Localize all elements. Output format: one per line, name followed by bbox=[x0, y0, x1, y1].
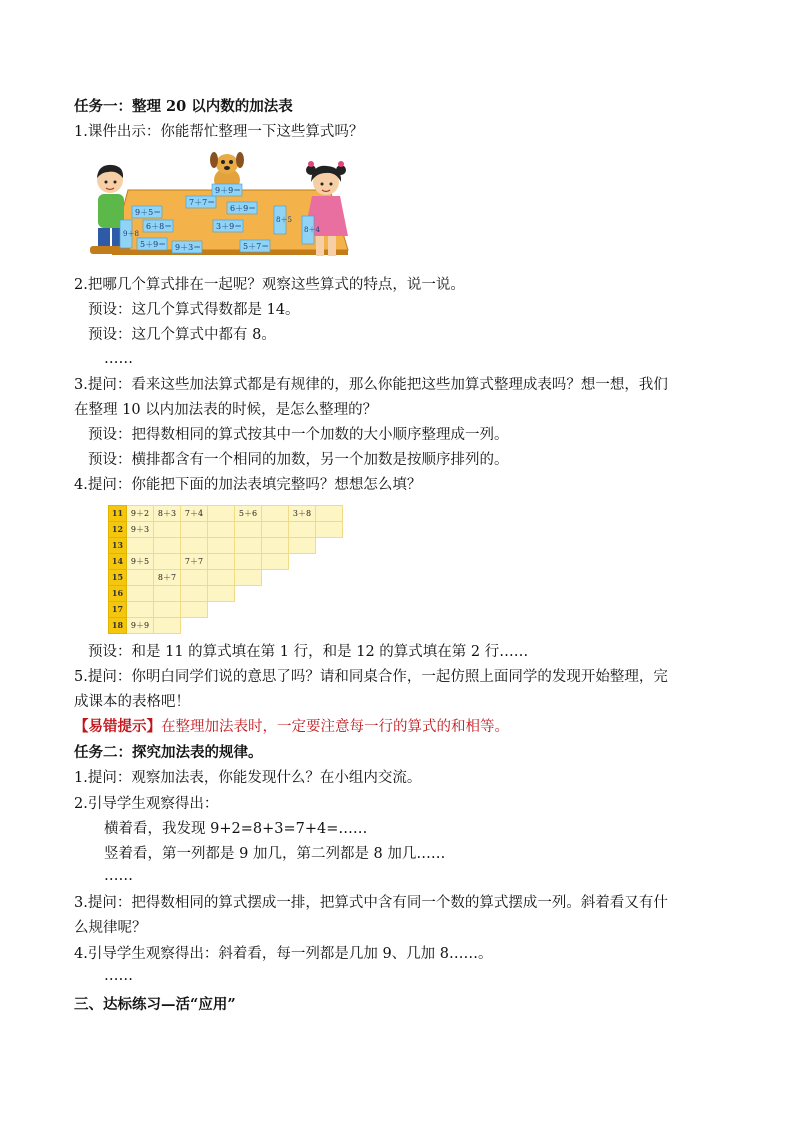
task2-obs1: 横着看，我发现 9+2=8+3=7+4=…… bbox=[104, 821, 368, 837]
table-cell bbox=[181, 538, 208, 554]
error-tip bbox=[74, 717, 724, 737]
task2-step4: 4.引导学生观察得出：斜着看，每一列都是几加 9、几加 8……。 bbox=[74, 946, 493, 962]
empty-space bbox=[289, 570, 316, 586]
empty-space bbox=[289, 618, 316, 634]
table-cell bbox=[235, 554, 262, 570]
task1-preset3b: 预设：横排都含有一个相同的加数，另一个加数是按顺序排列的。 bbox=[88, 452, 509, 468]
table-cell: 9＋9 bbox=[127, 618, 154, 634]
table-cell: 8＋7 bbox=[154, 570, 181, 586]
table-cell: 8＋3 bbox=[154, 506, 181, 522]
task1-step2: 2.把哪几个算式排在一起呢？观察这些算式的特点，说一说。 bbox=[74, 277, 465, 293]
task1-step3-line2: 在整理 10 以内加法表的时候，是怎么整理的？ bbox=[74, 402, 378, 418]
table-cell bbox=[154, 522, 181, 538]
card-label: 6＋8＝ bbox=[146, 222, 173, 231]
task1-step4: 4.提问：你能把下面的加法表填完整吗？想想怎么填？ bbox=[74, 477, 422, 493]
card-label: 6＋9＝ bbox=[230, 204, 257, 213]
table-cell bbox=[235, 538, 262, 554]
empty-space bbox=[316, 602, 343, 618]
card-label: 9＋9＝ bbox=[215, 186, 242, 195]
table-cell bbox=[208, 538, 235, 554]
sum-header-cell: 14 bbox=[109, 554, 127, 570]
table-cell bbox=[208, 554, 235, 570]
task2-step3-line2: 么规律呢？ bbox=[74, 920, 147, 936]
addition-table bbox=[108, 505, 343, 634]
empty-space bbox=[208, 618, 235, 634]
table-row bbox=[109, 586, 343, 602]
table-cell bbox=[181, 602, 208, 618]
task2-step3-line1: 3.提问：把得数相同的算式摆成一排，把算式中含有同一个数的算式摆成一列。斜着看又有什 bbox=[74, 895, 668, 911]
empty-space bbox=[316, 538, 343, 554]
table-cell bbox=[208, 570, 235, 586]
table-row bbox=[109, 618, 343, 634]
task2-obs2: 竖着看，第一列都是 9 加几，第二列都是 8 加几…… bbox=[104, 846, 446, 862]
empty-space bbox=[262, 586, 289, 602]
table-cell bbox=[262, 538, 289, 554]
ellipsis: …… bbox=[104, 968, 133, 984]
sum-header-cell: 11 bbox=[109, 506, 127, 522]
table-cell bbox=[154, 538, 181, 554]
card-label: 8＋4 bbox=[304, 226, 320, 234]
table-row bbox=[109, 538, 343, 554]
table-cell bbox=[235, 570, 262, 586]
card-label: 9＋5＝ bbox=[135, 208, 162, 217]
task1-title: 任务一：整理 20 以内数的加法表 bbox=[74, 98, 293, 115]
table-cell bbox=[262, 506, 289, 522]
table-cell bbox=[208, 586, 235, 602]
table-cell bbox=[208, 522, 235, 538]
empty-space bbox=[208, 602, 235, 618]
classroom-illustration bbox=[90, 150, 360, 260]
table-cell bbox=[262, 522, 289, 538]
task1-step3-line1: 3.提问：看来这些加法算式都是有规律的，那么你能把这些加算式整理成表吗？想一想，我们 bbox=[74, 377, 668, 393]
table-cell bbox=[235, 522, 262, 538]
empty-space bbox=[262, 618, 289, 634]
task1-step5-line2: 成课本的表格吧！ bbox=[74, 694, 190, 710]
empty-space bbox=[235, 586, 262, 602]
card-label: 9＋8 bbox=[123, 230, 139, 238]
table-cell bbox=[127, 570, 154, 586]
task1-preset2b: 预设：这几个算式中都有 8。 bbox=[88, 327, 276, 343]
table-cell bbox=[262, 554, 289, 570]
table-cell bbox=[127, 538, 154, 554]
card-label: 9＋3＝ bbox=[175, 243, 202, 252]
table-row bbox=[109, 554, 343, 570]
table-cell: 9＋2 bbox=[127, 506, 154, 522]
table-cell bbox=[181, 586, 208, 602]
empty-space bbox=[316, 570, 343, 586]
task1-step5-line1: 5.提问：你明白同学们说的意思了吗？请和同桌合作，一起仿照上面同学的发现开始整理，完 bbox=[74, 669, 668, 685]
ellipsis: …… bbox=[104, 351, 133, 367]
empty-space bbox=[316, 554, 343, 570]
empty-space bbox=[235, 618, 262, 634]
tip-label: 【易错提示】 bbox=[74, 718, 161, 735]
table-cell bbox=[154, 618, 181, 634]
table-cell bbox=[289, 538, 316, 554]
table-cell bbox=[127, 586, 154, 602]
table-cell: 9＋3 bbox=[127, 522, 154, 538]
tip-text: 在整理加法表时，一定要注意每一行的算式的和相等。 bbox=[161, 719, 509, 735]
task1-preset4: 预设：和是 11 的算式填在第 1 行，和是 12 的算式填在第 2 行…… bbox=[88, 644, 529, 660]
table-cell bbox=[154, 602, 181, 618]
task2-step2: 2.引导学生观察得出： bbox=[74, 796, 219, 812]
sum-header-cell: 13 bbox=[109, 538, 127, 554]
sum-header-cell: 18 bbox=[109, 618, 127, 634]
task2-step1: 1.提问：观察加法表，你能发现什么？在小组内交流。 bbox=[74, 770, 422, 786]
card-label: 7＋7＝ bbox=[189, 198, 216, 207]
table-cell: 9＋5 bbox=[127, 554, 154, 570]
table-cell: 7＋4 bbox=[181, 506, 208, 522]
table-row bbox=[109, 570, 343, 586]
empty-space bbox=[316, 586, 343, 602]
table-cell bbox=[127, 602, 154, 618]
ellipsis: …… bbox=[104, 868, 133, 884]
card-label: 8＋5 bbox=[276, 216, 292, 224]
card-label: 3＋9＝ bbox=[216, 222, 243, 231]
card-label: 5＋9＝ bbox=[140, 240, 167, 249]
table-cell bbox=[289, 522, 316, 538]
empty-space bbox=[289, 602, 316, 618]
section3-title: 三、达标练习—活“应用” bbox=[74, 996, 236, 1013]
task1-preset3a: 预设：把得数相同的算式按其中一个加数的大小顺序整理成一列。 bbox=[88, 427, 509, 443]
empty-space bbox=[181, 618, 208, 634]
table-cell bbox=[181, 522, 208, 538]
table-cell bbox=[154, 586, 181, 602]
empty-space bbox=[289, 554, 316, 570]
sum-header-cell: 16 bbox=[109, 586, 127, 602]
task1-step1: 1.课件出示：你能帮忙整理一下这些算式吗？ bbox=[74, 124, 364, 140]
task1-preset2a: 预设：这几个算式得数都是 14。 bbox=[88, 302, 300, 318]
table-cell: 3＋8 bbox=[289, 506, 316, 522]
empty-space bbox=[262, 570, 289, 586]
table-cell bbox=[154, 554, 181, 570]
table-cell bbox=[181, 570, 208, 586]
table-cell bbox=[316, 506, 343, 522]
table-cell bbox=[208, 506, 235, 522]
sum-header-cell: 15 bbox=[109, 570, 127, 586]
card-label: 5＋7＝ bbox=[243, 242, 270, 251]
table-row bbox=[109, 522, 343, 538]
table-cell: 7＋7 bbox=[181, 554, 208, 570]
table-row bbox=[109, 506, 343, 522]
task2-title: 任务二：探究加法表的规律。 bbox=[74, 744, 263, 761]
empty-space bbox=[235, 602, 262, 618]
empty-space bbox=[289, 586, 316, 602]
sum-header-cell: 12 bbox=[109, 522, 127, 538]
table-cell bbox=[316, 522, 343, 538]
sum-header-cell: 17 bbox=[109, 602, 127, 618]
empty-space bbox=[316, 618, 343, 634]
table-cell: 5＋6 bbox=[235, 506, 262, 522]
empty-space bbox=[262, 602, 289, 618]
table-row bbox=[109, 602, 343, 618]
